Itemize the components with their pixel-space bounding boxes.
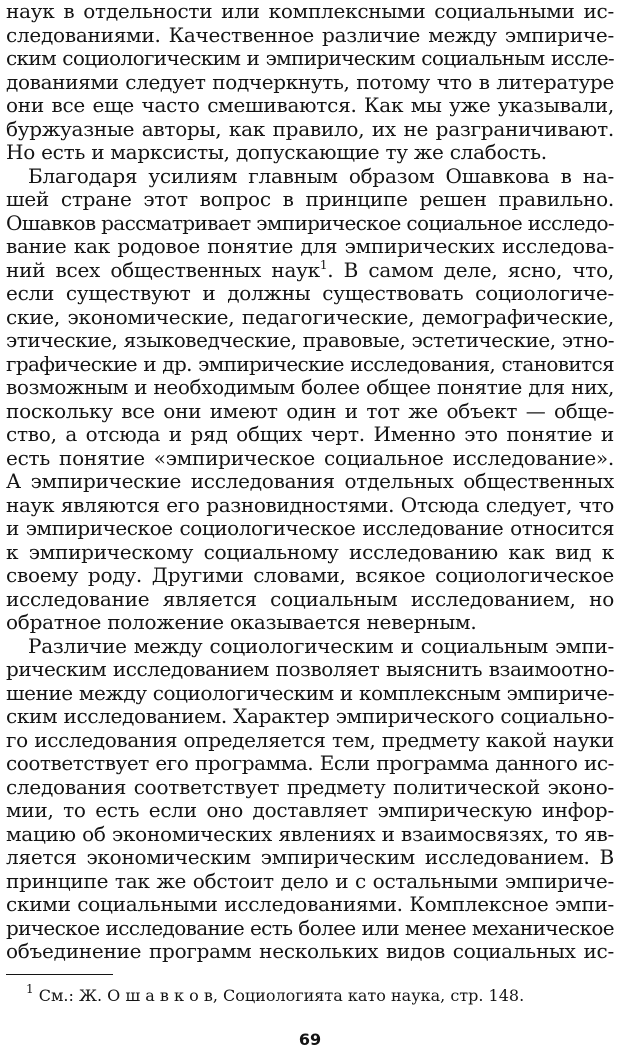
footnote (26, 982, 614, 1006)
text-line: мацию об экономических явлениях и взаимосвязях, то яв- (6, 821, 614, 846)
text-line: возможным и необходимым более общее понятие для них, (6, 375, 614, 399)
text-line: го исследования определяется тем, предмету какой науки (6, 727, 614, 752)
text-line: есть понятие «эмпирическое социальное исследование». (6, 445, 614, 470)
footnote-text: См.: Ж. О ш а в к о в, Социологията като наука, стр. 148. (38, 986, 525, 1005)
text-line: рическим исследованием позволяет выяснить взаимоотно- (6, 657, 614, 681)
page-number: 69 (298, 1030, 322, 1049)
text-line: к эмпирическому социальному исследованию как вид к (6, 539, 614, 564)
text-line: буржуазные авторы, как правило, их не разграничивают. (6, 116, 614, 141)
text-line: наук в отдельности или комплексными социальными ис- (6, 0, 614, 23)
text-line: наук являются его разновидностями. Отсюда следует, что (6, 492, 614, 517)
text-line: шей стране этот вопрос в принципе решен правильно. (6, 187, 614, 211)
text-line: ляется экономическим эмпирическим исследованием. В (6, 845, 614, 869)
text-line: Различие между социологическим и социальным эмпи- (28, 633, 614, 658)
text-line: объединение программ нескольких видов социальных ис- (6, 939, 614, 963)
text-line: А эмпирические исследования отдельных общественных (6, 469, 614, 493)
book-page (6, 0, 614, 1052)
text-line: принципе так же обстоит дело и с остальными эмпириче- (6, 868, 614, 893)
text-line: ским исследованием. Характер эмпирического социально- (6, 704, 614, 728)
text-line: если существуют и должны существовать социологиче- (6, 281, 614, 305)
footnote-reference: 1 (319, 257, 328, 272)
text-line: мии, то есть если оно доставляет эмпирическую инфор- (6, 798, 614, 822)
body-text (6, 0, 614, 964)
text-line: рическое исследование есть более или менее механическое (6, 915, 614, 940)
text-line: вание как родовое понятие для эмпирических исследова- (6, 234, 614, 258)
text-line: исследование является социальным исследованием, но (6, 586, 614, 611)
text-line-with-footnote (6, 259, 614, 283)
text-line: шение между социологическим и комплексным эмпириче- (6, 680, 614, 705)
text-line: поскольку все они имеют один и тот же объект — обще- (6, 398, 614, 423)
text-fragment: ний всех общественных наук (6, 257, 320, 282)
text-line: Благодаря усилиям главным образом Ошавкова в на- (28, 163, 614, 188)
text-line: ские, экономические, педагогические, демографические, (6, 304, 614, 329)
text-line: следованиями. Качественное различие между эмпириче- (6, 22, 614, 47)
text-line: ство, а отсюда и ряд общих черт. Именно это понятие и (6, 422, 614, 446)
text-line: графические и др. эмпирические исследования, становится (6, 351, 614, 376)
text-line: Но есть и марксисты, допускающие ту же слабость. (6, 140, 547, 164)
text-line: и эмпирическое социологическое исследование относится (6, 516, 614, 540)
footnote-separator (6, 974, 113, 975)
text-line: Ошавков рассматривает эмпирическое социальное исследо- (6, 210, 614, 235)
text-line: своему роду. Другими словами, всякое социологическое (6, 563, 614, 587)
text-line: обратное положение оказывается неверным. (6, 610, 477, 634)
text-fragment: . В самом деле, ясно, что, (327, 257, 615, 282)
text-line: этические, языковедческие, правовые, эстетические, этно- (6, 328, 614, 352)
text-line: скими социальными исследованиями. Комплексное эмпи- (6, 892, 614, 916)
text-line: дованиями следует подчеркнуть, потому что в литературе (6, 69, 614, 94)
text-line: они все еще часто смешиваются. Как мы уже указывали, (6, 93, 614, 117)
text-line: ским социологическим и эмпирическим социальным иссле- (6, 46, 614, 70)
footnote-marker: 1 (26, 982, 34, 996)
text-line: следования соответствует предмету политической эконо- (6, 774, 614, 799)
text-line: соответствует его программа. Если программа данного ис- (6, 751, 614, 775)
